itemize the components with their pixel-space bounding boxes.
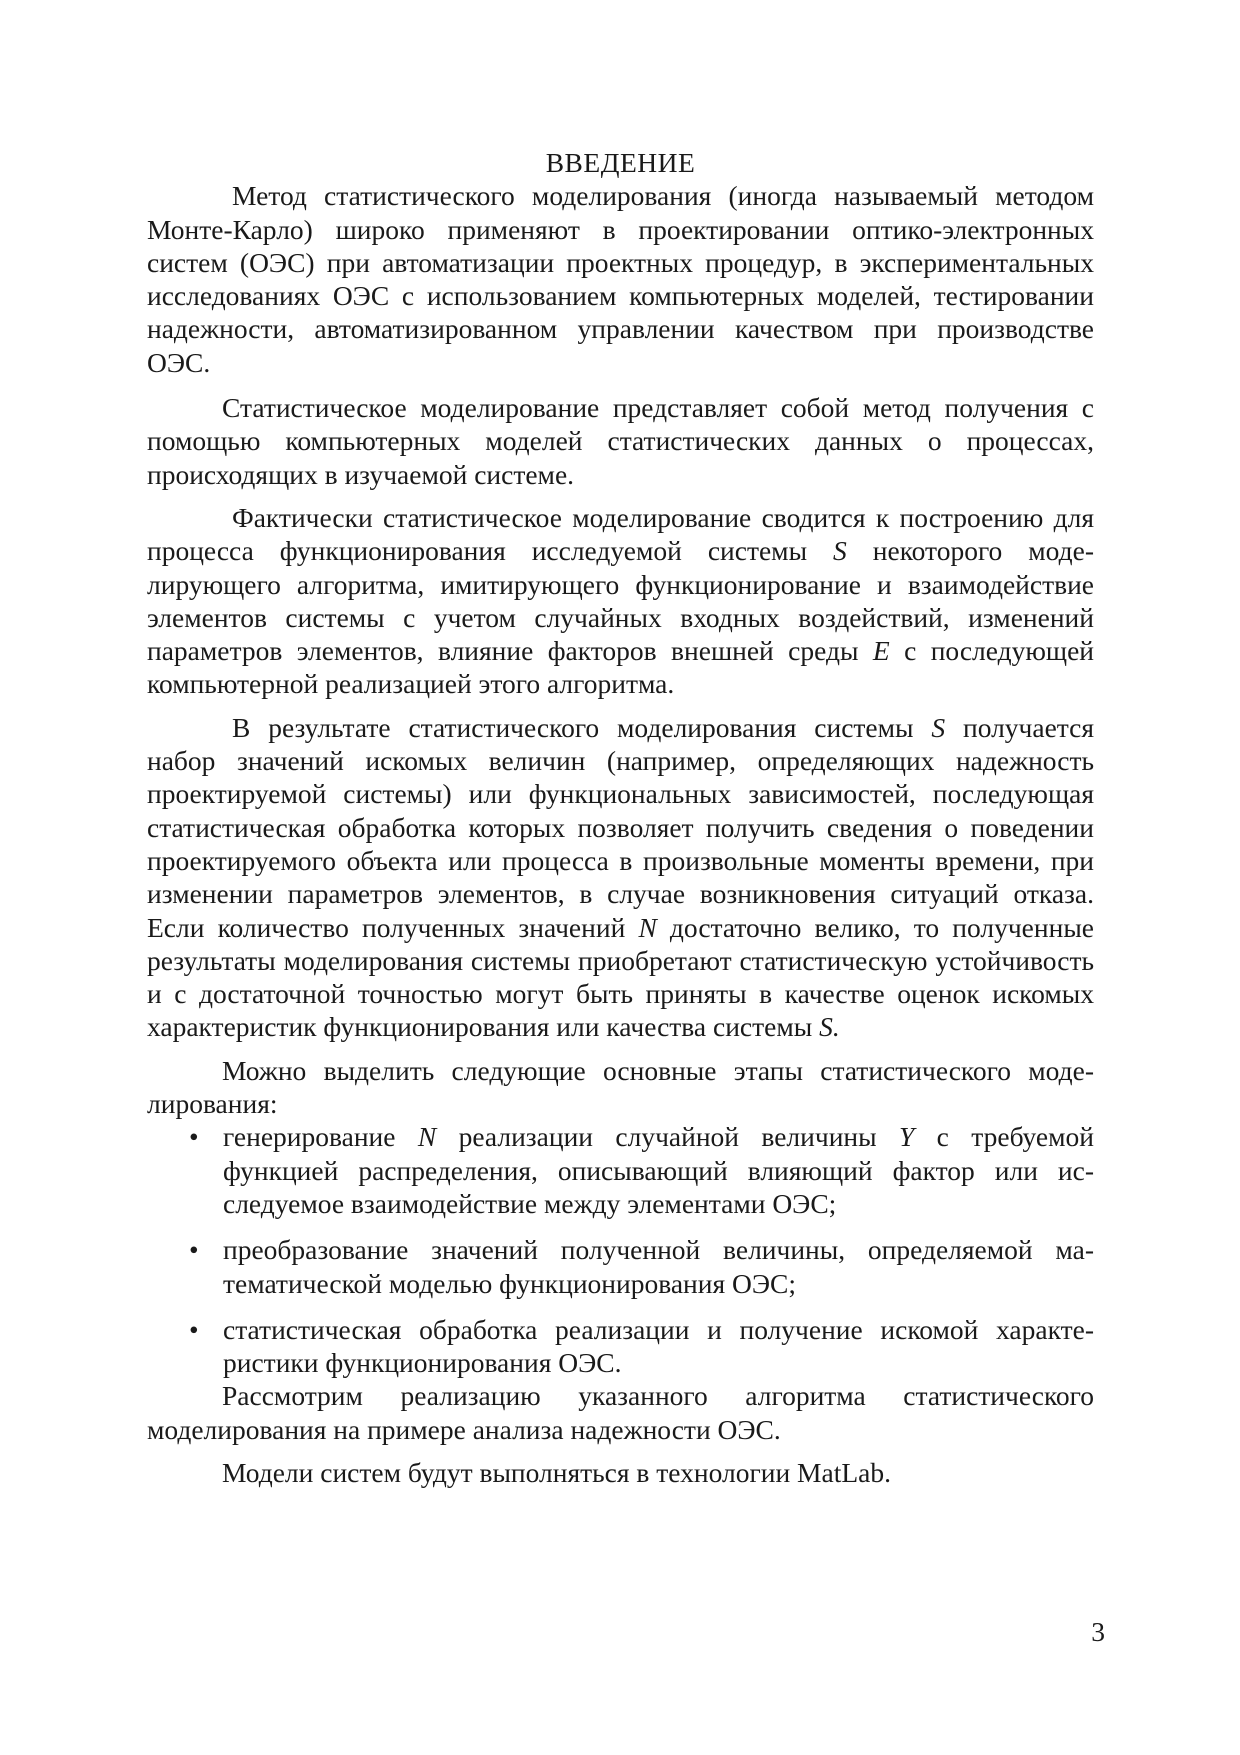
page-content <box>147 146 1094 1489</box>
list-item <box>147 1120 1094 1220</box>
text-span: генерирование <box>223 1121 418 1153</box>
text-span: с требуемой функцией распределения, описывающий влияющий фактор или исследуемое взаимодействие между элементами ОЭС; <box>223 1121 1094 1219</box>
text-span: реализации случайной величины <box>436 1121 899 1153</box>
paragraph-results <box>147 711 1094 1044</box>
paragraph-intro: Метод статистического моделирования (иногда называемый методом Монте-Карло) широко применяют в проектировании оптико-электронных систем (ОЭС) при автоматизации проектных процедур, в экспериментальных исследованиях ОЭС с использованием компьютерных моделей, тестировании надежности, автоматизированном управлении качеством при производстве ОЭС. <box>147 180 1094 378</box>
paragraph-algorithm <box>147 501 1094 701</box>
text-span: В результате статистического моделирования системы <box>232 711 932 743</box>
bullet-icon: • <box>189 1234 199 1266</box>
text-span: преобразование значений полученной величины, определяемой математической моделью функционирования ОЭС; <box>223 1234 1094 1299</box>
text-span: некоторого моделирующего алгоритма, имитирующего функционирование и взаимодействие элементов системы с учетом случайных входных воздействий, изменений параметров элементов, влияние факторов внешней среды <box>147 535 1094 667</box>
math-variable: S <box>833 535 847 567</box>
paragraph-example: Рассмотрим реализацию указанного алгоритма статистического моделирования на примере анализа надежности ОЭС. <box>147 1380 1094 1445</box>
math-variable: Y <box>899 1121 915 1153</box>
text-span: Фактически статистическое моделирование сводится к построению для процесса функционирования исследуемой системы <box>147 501 1094 567</box>
paragraph-matlab: Модели систем будут выполняться в технологии MatLab. <box>222 1456 891 1488</box>
paragraph-definition: Статистическое моделирование представляет собой метод получения с помощью компьютерных моделей статистических данных о процессах, происходящих в изучаемой системе. <box>147 392 1094 490</box>
math-variable: E <box>872 635 890 667</box>
paragraph-stages: Можно выделить следующие основные этапы статистического моделирования: <box>147 1054 1094 1120</box>
page-number: 3 <box>1091 1616 1105 1647</box>
bullet-icon: • <box>189 1313 199 1345</box>
text-span: статистическая обработка реализации и получение искомой характеристики функционирования ОЭС. <box>223 1313 1094 1379</box>
math-variable: S <box>931 711 946 743</box>
math-variable: N <box>638 911 657 943</box>
text-span: получается набор значений искомых величин (например, определяющих надежность проектируемой системы) или функциональных зависимостей, последующая статистическая обработка которых позволяет получить сведения о поведении проектируемого объекта или процесса в произвольные моменты времени, при изменении параметров элементов, в случае возникновения ситуаций отказа. Если количество полученных значений <box>147 711 1095 943</box>
math-variable: S. <box>819 1011 840 1043</box>
math-variable: N <box>417 1121 437 1153</box>
list-item <box>147 1313 1094 1380</box>
list-item <box>147 1233 1094 1300</box>
bullet-icon: • <box>189 1121 199 1153</box>
text-span: с последующей компьютерной реализацией этого алгоритма. <box>147 635 1095 700</box>
text-span: достаточно велико, то полученные результаты моделирования системы приобретают статистическую устойчивость и с достаточной точностью могут быть приняты в качестве оценок искомых характеристик функционирования или качества системы <box>147 911 1095 1043</box>
section-title: ВВЕДЕНИЕ <box>545 147 696 178</box>
stages-list <box>147 1120 1094 1379</box>
